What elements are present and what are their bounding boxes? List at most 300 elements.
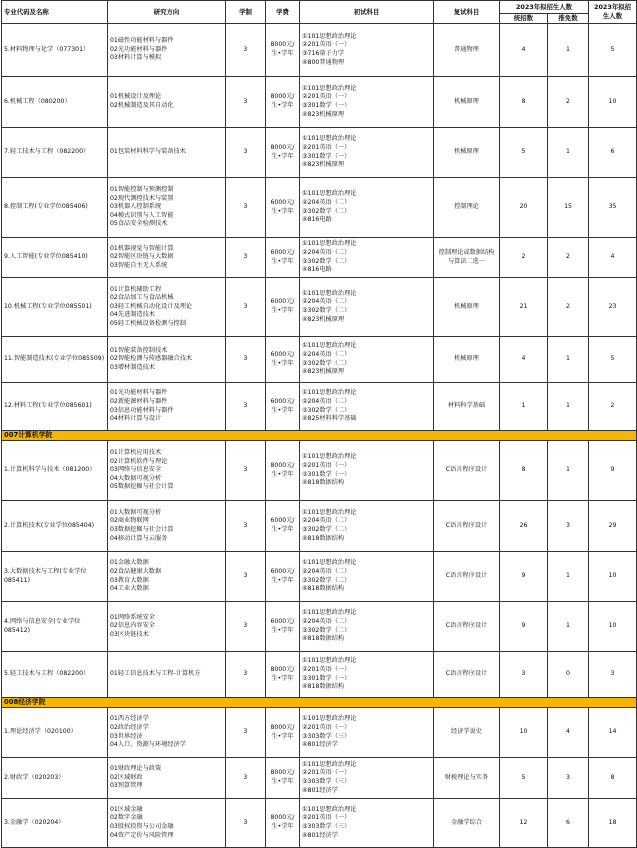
direction-item: 01计算机辅助工程 [110,285,162,293]
header-duration: 学制 [226,1,266,24]
exam-cell [300,501,434,552]
direction-item: 04工业大数据 [110,585,149,593]
exam-item: ②201英语（一） [302,93,351,101]
direction-item: 01光功能材料与器件 [110,389,168,397]
direction-item: 01智能控制与预测控制 [110,186,174,194]
exam-item: ②201英语（一） [302,723,351,731]
direction-item: 02计算机软件与理论 [110,457,168,465]
direction-item: 03增材制造技术 [110,363,155,371]
exam-item: ②201英语（一） [302,41,351,49]
exam-item: ③302数学（二） [302,626,351,634]
exam-cell [300,238,434,278]
exam-item: ④823机械原理 [302,110,345,118]
exam-item: ④816电路 [302,266,332,274]
exam-cell [300,128,434,178]
exam-cell [300,383,434,431]
exam-item: ③303数学（三） [302,732,351,740]
retest-cell: 财税理论与实务 [434,758,500,799]
exam-item: ④800普通物理 [302,58,345,66]
major-cell: 8.控制工程(专业学位085406) [2,178,108,238]
exam-item: ①101思想政治理论 [302,609,357,617]
direction-item: 03材料计算与模拟 [110,54,162,62]
exam-item: ③302数学（二） [302,576,351,584]
total-count: 35 [589,178,637,238]
tongzhao-count: 8 [500,441,548,501]
exam-item: ①101思想政治理论 [302,135,357,143]
fee-cell [266,552,300,602]
exam-cell [300,278,434,337]
direction-item: 01磁性功能材料与器件 [110,37,174,45]
direction-item: 02智能检测与传感器融合技术 [110,355,193,363]
table-row [2,441,637,501]
exam-cell [300,652,434,698]
major-cell: 12.材料工程(专业学位085601) [2,383,108,431]
tongzhao-count: 2 [500,238,548,278]
major-cell: 6.机械工程（080200） [2,77,108,128]
retest-cell: 金融学综合 [434,799,500,848]
direction-item: 01计算机应用技术 [110,449,162,457]
exam-item: ④818数据结构 [302,683,345,691]
table-row [2,337,637,383]
table-row [2,799,637,848]
direction-item: 03网络与信息安全 [110,466,162,474]
exam-item: ④816电路 [302,216,332,224]
exam-item: ④801经济学 [302,741,338,749]
tongzhao-count: 20 [500,178,548,238]
fee-line: 6000元/ [270,567,295,575]
table-row [2,652,637,698]
direction-item: 05轻工机械设备检测与控制 [110,319,186,327]
major-cell: 10.机械工程(专业学位085501) [2,278,108,337]
fee-line: 6000元/ [270,617,295,625]
direction-item: 04人口、资源与环境经济学 [110,741,186,749]
retest-cell: 机械原理 [434,128,500,178]
table-row [2,383,637,431]
tuimian-count: 1 [548,602,589,652]
retest-cell: C语言程序设计 [434,602,500,652]
direction-item: 04大数据可视分析 [110,474,162,482]
fee-cell [266,278,300,337]
table-body [2,24,637,848]
exam-item: ③301数学（一） [302,152,351,160]
total-count: 14 [589,708,637,758]
exam-item: ①101思想政治理论 [302,715,357,723]
fee-line: 6000元/ [270,298,295,306]
direction-cell [108,799,226,848]
exam-item: ①101思想政治理论 [302,559,357,567]
exam-item: ③301数学（一） [302,674,351,682]
fee-cell [266,799,300,848]
fee-line: 生•学年 [271,576,294,584]
retest-cell: 经济学说史 [434,708,500,758]
fee-line: 8000元/ [270,723,295,731]
fee-cell [266,652,300,698]
direction-cell [108,383,226,431]
direction-cell [108,337,226,383]
fee-line: 8000元/ [270,93,295,101]
direction-item: 04移动计算与云服务 [110,534,168,542]
fee-cell [266,708,300,758]
fee-line: 6000元/ [270,350,295,358]
exam-item: ②201英语（一） [302,814,351,822]
total-count: 6 [589,128,637,178]
exam-item: ①101思想政治理论 [302,508,357,516]
table-row [2,552,637,602]
tuimian-count: 1 [548,552,589,602]
header-group-2023: 2023年拟招生人数 [500,1,589,14]
exam-item: ④818数据结构 [302,479,345,487]
exam-item: ②201英语（一） [302,665,351,673]
tuimian-count: 3 [548,501,589,552]
fee-line: 6000元/ [270,397,295,405]
direction-item: 03预算管理 [110,782,143,790]
exam-item: ②201英语（一） [302,769,351,777]
tuimian-count: 1 [548,128,589,178]
tongzhao-count: 21 [500,278,548,337]
exam-item: ①101思想政治理论 [302,805,357,813]
exam-item: ④823机械原理 [302,161,345,169]
major-cell: 2.计算机技术(专业学位085404) [2,501,108,552]
duration-cell: 3 [226,238,266,278]
tuimian-count: 1 [548,383,589,431]
tongzhao-count: 3 [500,652,548,698]
fee-cell [266,383,300,431]
table-row [2,602,637,652]
exam-item: ②201英语（一） [302,461,351,469]
exam-item: ①101思想政治理论 [302,190,357,198]
direction-item: 03世界经济 [110,732,143,740]
fee-cell [266,758,300,799]
direction-item: 01机器视觉与智能计算 [110,244,174,252]
total-count: 8 [589,758,637,799]
direction-item: 04资产定价与风险管理 [110,831,174,839]
exam-item: ④818数据结构 [302,635,345,643]
exam-item: ④801经济学 [302,831,338,839]
direction-item: 02机械制造及其自动化 [110,102,174,109]
direction-item: 03轻工机械自动化设计及理论 [110,302,193,310]
table-row [2,501,637,552]
tuimian-count: 3 [548,758,589,799]
section-label: 007计算机学院 [2,431,637,441]
section-row [2,431,637,441]
exam-item: ③302数学（二） [302,207,351,215]
duration-cell: 3 [226,24,266,77]
direction-item: 02现代测控技术与装置 [110,194,174,202]
retest-cell: C语言程序设计 [434,652,500,698]
direction-item: 05食品安全检测技术 [110,220,168,228]
retest-cell: 控制理论或数据结构与算法二选一 [434,238,500,278]
exam-cell [300,178,434,238]
fee-cell [266,602,300,652]
table-row [2,708,637,758]
direction-item: 03智能自主无人系统 [110,261,168,269]
exam-cell [300,24,434,77]
major-cell: 11.智能制造技术(专业学位085509) [2,337,108,383]
direction-item: 03教育大数据 [110,576,149,584]
fee-line: 6000元/ [270,248,295,256]
header-major: 专业代码及名称 [2,1,108,24]
major-cell: 5.轻工技术与工程（082200） [2,652,108,698]
tuimian-count: 4 [548,708,589,758]
fee-line: 生•学年 [271,626,294,634]
tuimian-count: 1 [548,24,589,77]
direction-item: 01智能装备控制技术 [110,346,168,354]
direction-item: 04先进制造技术 [110,311,155,319]
direction-item: 04模式识别与人工智能 [110,211,174,219]
header-retest: 复试科目 [434,1,500,24]
retest-cell: 机械原理 [434,77,500,128]
tuimian-count: 2 [548,238,589,278]
direction-item: 01金融大数据 [110,559,149,567]
fee-line: 8000元/ [270,665,295,673]
duration-cell: 3 [226,708,266,758]
fee-line: 生•学年 [271,307,294,314]
total-count: 9 [589,441,637,501]
duration-cell: 3 [226,278,266,337]
direction-item: 02区域财政 [110,773,143,781]
tongzhao-count: 26 [500,501,548,552]
table-row [2,77,637,128]
section-label: 008经济学院 [2,698,637,708]
direction-item: 02商业物联网 [110,517,149,525]
direction-cell [108,602,226,652]
direction-item: 05数据挖掘与社会计算 [110,483,174,491]
section-row [2,698,637,708]
exam-item: ①101思想政治理论 [302,289,357,297]
table-row [2,278,637,337]
direction-item: 02食品健康大数据 [110,567,162,575]
direction-item: 03机器人控制系统 [110,203,162,211]
direction-item: 02政治经济学 [110,723,149,731]
exam-item: ②204英语（二） [302,567,351,575]
direction-item: 01轻工信息技术与工程-计算机方 [110,670,201,678]
fee-line: 生•学年 [271,823,294,830]
exam-item: ④825材料科学基础 [302,415,357,423]
fee-cell [266,77,300,128]
table-row [2,128,637,178]
direction-item: 02信息内容安全 [110,622,155,630]
header-direction: 研究方向 [108,1,226,24]
exam-item: ③716量子力学 [302,50,345,57]
exam-item: ②204英语（二） [302,198,351,206]
exam-cell [300,337,434,383]
fee-cell [266,441,300,501]
exam-item: ③302数学（二） [302,359,351,367]
fee-cell [266,337,300,383]
header-tuimian: 推免数 [548,14,589,24]
total-count: 10 [589,77,637,128]
fee-cell [266,178,300,238]
fee-cell [266,128,300,178]
duration-cell: 3 [226,383,266,431]
duration-cell: 3 [226,77,266,128]
direction-cell [108,24,226,77]
fee-line: 6000元/ [270,517,295,525]
exam-item: ②204英语（二） [302,617,351,625]
tuimian-count: 1 [548,441,589,501]
duration-cell: 3 [226,602,266,652]
exam-item: ③301数学（一） [302,470,351,478]
duration-cell: 3 [226,337,266,383]
exam-item: ①101思想政治理论 [302,32,357,40]
direction-cell [108,77,226,128]
direction-cell [108,501,226,552]
exam-item: ②204英语（二） [302,397,351,405]
retest-cell: 控制理论 [434,178,500,238]
direction-item: 03信息功能材料与器件 [110,406,174,414]
direction-item: 01财政理论与政策 [110,765,162,773]
tuimian-count: 6 [548,799,589,848]
header-exam: 初试科目 [300,1,434,24]
exam-item: ②204英语（二） [302,350,351,358]
exam-cell [300,441,434,501]
tongzhao-count: 10 [500,708,548,758]
fee-cell [266,24,300,77]
exam-item: ①101思想政治理论 [302,389,357,397]
exam-item: ③301数学（一） [302,102,351,109]
exam-item: ③303数学（三） [302,778,351,785]
duration-cell: 3 [226,128,266,178]
direction-cell [108,238,226,278]
major-cell: 9.人工智能(专业学位085410) [2,238,108,278]
total-count: 23 [589,278,637,337]
exam-item: ③303数学（三） [302,823,351,830]
tongzhao-count: 8 [500,77,548,128]
direction-cell [108,278,226,337]
direction-item: 02新能源材料与器件 [110,397,168,405]
table-row [2,24,637,77]
major-cell: 1.理论经济学（020100） [2,708,108,758]
major-cell: 3.金融学（020204） [2,799,108,848]
duration-cell: 3 [226,178,266,238]
total-count: 18 [589,799,637,848]
fee-line: 生•学年 [271,50,294,57]
duration-cell: 3 [226,441,266,501]
fee-line: 8000元/ [270,769,295,777]
direction-item: 03股权投资与公司金融 [110,823,174,830]
direction-item: 01大数据可视分析 [110,508,162,516]
exam-item: ①101思想政治理论 [302,84,357,92]
fee-line: 生•学年 [271,778,294,785]
duration-cell: 3 [226,501,266,552]
major-cell: 1.计算机科学与技术（081200） [2,441,108,501]
tongzhao-count: 9 [500,552,548,602]
exam-item: ④823机械原理 [302,315,345,323]
tongzhao-count: 1 [500,383,548,431]
exam-item: ②204英语（二） [302,517,351,525]
total-count: 2 [589,383,637,431]
exam-item: ③302数学（二） [302,406,351,414]
exam-item: ①101思想政治理论 [302,657,357,665]
tuimian-count: 2 [548,77,589,128]
direction-item: 02光功能材料与器件 [110,45,168,53]
major-cell: 3.大数据技术与工程(专业学位085411) [2,552,108,602]
exam-item: ③302数学（二） [302,257,351,265]
fee-line: 生•学年 [271,102,294,109]
header-tongzhao: 统招数 [500,14,548,24]
tuimian-count: 15 [548,178,589,238]
fee-line: 生•学年 [271,470,294,478]
table-row [2,178,637,238]
tongzhao-count: 12 [500,799,548,848]
duration-cell: 3 [226,799,266,848]
fee-line: 生•学年 [271,674,294,682]
fee-line: 6000元/ [270,198,295,206]
exam-item: ③302数学（二） [302,307,351,314]
major-cell: 2.财政学（020203） [2,758,108,799]
duration-cell: 3 [226,758,266,799]
total-count: 10 [589,552,637,602]
exam-item: ①101思想政治理论 [302,760,357,768]
exam-item: ①101思想政治理论 [302,453,357,461]
direction-item: 03数据挖掘与社会计算 [110,526,174,533]
fee-line: 生•学年 [271,152,294,160]
tongzhao-count: 5 [500,128,548,178]
total-count: 10 [589,602,637,652]
exam-item: ④818数据结构 [302,585,345,593]
exam-item: ②201英语（一） [302,143,351,151]
tongzhao-count: 5 [500,758,548,799]
table-row [2,238,637,278]
fee-cell [266,501,300,552]
total-count: 29 [589,501,637,552]
duration-cell: 3 [226,552,266,602]
fee-line: 生•学年 [271,406,294,414]
header-fee: 学费 [266,1,300,24]
exam-item: ③302数学（二） [302,526,351,533]
retest-cell: C语言程序设计 [434,441,500,501]
exam-item: ①101思想政治理论 [302,240,357,248]
total-count: 5 [589,24,637,77]
header-total-2023: 2023年拟招生人数 [589,1,637,24]
fee-cell [266,238,300,278]
direction-item: 01西方经济学 [110,715,149,723]
exam-item: ④818数据结构 [302,534,345,542]
retest-cell: 机械原理 [434,337,500,383]
exam-cell [300,799,434,848]
direction-cell [108,708,226,758]
fee-line: 8000元/ [270,814,295,822]
fee-line: 8000元/ [270,143,295,151]
exam-cell [300,77,434,128]
exam-cell [300,708,434,758]
tongzhao-count: 4 [500,337,548,383]
exam-item: ②204英语（二） [302,248,351,256]
tongzhao-count: 4 [500,24,548,77]
direction-item: 01网络系统安全 [110,613,155,621]
direction-item: 04材料计算与设计 [110,415,162,423]
exam-item: ④801经济学 [302,786,338,794]
exam-cell [300,602,434,652]
tuimian-count: 1 [548,337,589,383]
major-cell: 5.材料物理与化学（077301） [2,24,108,77]
direction-item: 01包装材料科学与装备技术 [110,148,186,156]
tongzhao-count: 9 [500,602,548,652]
direction-item: 01区域金融 [110,805,143,813]
major-cell: 4.网络与信息安全(专业学位085412) [2,602,108,652]
table-row [2,758,637,799]
fee-line: 生•学年 [271,359,294,367]
fee-line: 生•学年 [271,257,294,265]
duration-cell: 3 [226,652,266,698]
direction-cell [108,758,226,799]
retest-cell: 机械原理 [434,278,500,337]
direction-item: 01机械设计及理论 [110,93,162,101]
direction-item: 02食品加工与食品机械 [110,294,174,302]
direction-item: 02智能区块链与大数据 [110,253,174,261]
retest-cell: C语言程序设计 [434,552,500,602]
retest-cell: C语言程序设计 [434,501,500,552]
